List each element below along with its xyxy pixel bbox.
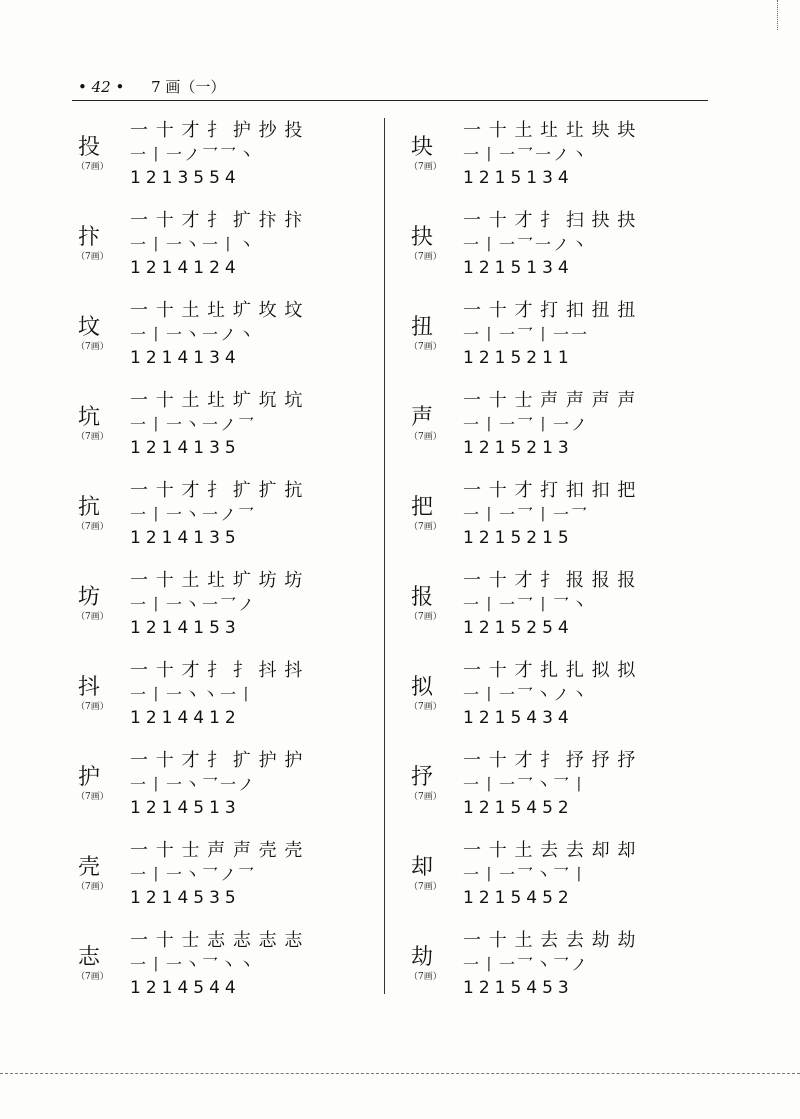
stroke-shapes: 一丨一丶一ノ乛 [130,505,257,524]
stroke-codes: 1215452 [463,798,574,818]
stroke-count-label: （7画） [76,792,109,802]
stroke-shapes: 一丨一丶乛一ノ [130,775,257,794]
stroke-shapes: 一丨一乛丨乛丶 [463,595,590,614]
stroke-codes: 1215213 [463,438,574,458]
stroke-shapes: 一丨一乛丨一乛 [463,505,590,524]
character-entry [72,202,402,292]
stroke-order-sequence: 一 十 才 扎 扎 拟 拟 [463,660,637,681]
stroke-order-sequence: 一 十 才 扌 抒 抒 抒 [463,750,637,771]
stroke-count-label: （7画） [409,342,442,352]
headword: 投 [78,135,101,160]
headword: 壳 [78,855,101,880]
stroke-codes: 1214513 [130,798,241,818]
character-entry [405,832,735,922]
scan-edge-mark [777,0,778,30]
headword: 抃 [78,225,101,250]
character-entry [72,562,402,652]
headword: 抗 [78,495,101,520]
stroke-shapes: 一丨一丶一乛ノ [130,595,257,614]
character-entry [72,922,402,1012]
stroke-order-sequence: 一 十 才 打 扣 扭 扭 [463,300,637,321]
stroke-count-label: （7画） [409,882,442,892]
stroke-shapes: 一丨一丶丶一丨 [130,685,257,704]
character-entry [405,652,735,742]
stroke-shapes: 一丨一丶乛丶丶 [130,955,257,974]
stroke-order-sequence: 一 十 才 扌 扫 抉 抉 [463,210,637,231]
stroke-order-sequence: 一 十 土 圵 圹 坆 坟 [130,300,304,321]
character-entry [72,112,402,202]
stroke-codes: 1215254 [463,618,574,638]
stroke-count-label: （7画） [409,252,442,262]
stroke-order-sequence: 一 十 才 扌 扩 护 护 [130,750,304,771]
headword: 声 [411,405,434,430]
stroke-codes: 1215452 [463,888,574,908]
headword: 把 [411,495,434,520]
character-entry [72,742,402,832]
character-entry [405,922,735,1012]
section-title: 7 画（一） [151,78,226,96]
stroke-shapes: 一丨一乛丶乛丨 [463,865,590,884]
right-column [405,112,735,1012]
character-entry [72,652,402,742]
stroke-shapes: 一丨一乛丶乛ノ [463,955,590,974]
page-number: • 42 • [78,78,125,96]
stroke-codes: 1213554 [130,168,241,188]
stroke-order-sequence: 一 十 才 扌 扩 抃 抃 [130,210,304,231]
headword: 报 [411,585,434,610]
stroke-order-sequence: 一 十 士 声 声 壳 壳 [130,840,304,861]
stroke-count-label: （7画） [409,972,442,982]
character-entry [405,202,735,292]
stroke-shapes: 一丨一丶一ノ乛 [130,415,257,434]
stroke-count-label: （7画） [76,252,109,262]
stroke-codes: 1214135 [130,438,241,458]
stroke-count-label: （7画） [76,972,109,982]
stroke-count-label: （7画） [76,702,109,712]
stroke-codes: 1215211 [463,348,574,368]
headword: 拟 [411,675,434,700]
stroke-codes: 1214134 [130,348,241,368]
character-entry [72,382,402,472]
character-entry [405,472,735,562]
headword: 坑 [78,405,101,430]
stroke-count-label: （7画） [409,522,442,532]
headword: 抒 [411,765,434,790]
stroke-count-label: （7画） [409,432,442,442]
stroke-order-sequence: 一 十 土 圵 圹 坈 坑 [130,390,304,411]
headword: 坟 [78,315,101,340]
stroke-shapes: 一丨一ノ乛乛丶 [130,145,257,164]
stroke-count-label: （7画） [409,792,442,802]
scan-bottom-rule [0,1073,800,1074]
headword: 抖 [78,675,101,700]
stroke-codes: 1214412 [130,708,241,728]
character-entry [405,382,735,472]
stroke-order-sequence: 一 十 土 去 去 却 却 [463,840,637,861]
stroke-shapes: 一丨一乛一ノ丶 [463,145,590,164]
headword: 志 [78,945,101,970]
character-entry [72,292,402,382]
stroke-codes: 1214153 [130,618,241,638]
stroke-count-label: （7画） [76,612,109,622]
stroke-count-label: （7画） [76,342,109,352]
stroke-codes: 1214535 [130,888,241,908]
stroke-order-sequence: 一 十 士 志 志 志 志 [130,930,304,951]
stroke-order-sequence: 一 十 土 去 去 劫 劫 [463,930,637,951]
stroke-codes: 1215215 [463,528,574,548]
page-header [78,76,706,98]
stroke-codes: 1214135 [130,528,241,548]
stroke-shapes: 一丨一乛丨一ノ [463,415,590,434]
stroke-order-sequence: 一 十 士 声 声 声 声 [463,390,637,411]
headword: 坊 [78,585,101,610]
stroke-count-label: （7画） [409,612,442,622]
stroke-shapes: 一丨一丶乛ノ乛 [130,865,257,884]
headword: 护 [78,765,101,790]
stroke-count-label: （7画） [409,162,442,172]
headword: 劫 [411,945,434,970]
character-entry [405,742,735,832]
stroke-shapes: 一丨一丶一丨丶 [130,235,257,254]
character-entry [405,112,735,202]
stroke-count-label: （7画） [76,522,109,532]
stroke-codes: 1215134 [463,168,574,188]
stroke-codes: 1215453 [463,978,574,998]
stroke-shapes: 一丨一乛一ノ丶 [463,235,590,254]
stroke-shapes: 一丨一乛丶ノ丶 [463,685,590,704]
header-rule [72,100,708,101]
left-column [72,112,402,1012]
headword: 却 [411,855,434,880]
character-entry [72,832,402,922]
stroke-order-sequence: 一 十 土 圵 圵 块 块 [463,120,637,141]
stroke-shapes: 一丨一乛丶乛丨 [463,775,590,794]
stroke-order-sequence: 一 十 才 打 扣 扣 把 [463,480,637,501]
character-entry [405,292,735,382]
headword: 块 [411,135,434,160]
headword: 抉 [411,225,434,250]
character-entry [72,472,402,562]
character-entry [405,562,735,652]
stroke-count-label: （7画） [76,432,109,442]
stroke-order-sequence: 一 十 才 扌 护 抄 投 [130,120,304,141]
stroke-order-sequence: 一 十 才 扌 报 报 报 [463,570,637,591]
stroke-codes: 1215134 [463,258,574,278]
stroke-shapes: 一丨一丶一ノ丶 [130,325,257,344]
stroke-codes: 1214124 [130,258,241,278]
headword: 扭 [411,315,434,340]
stroke-shapes: 一丨一乛丨一一 [463,325,590,344]
stroke-codes: 1214544 [130,978,241,998]
stroke-order-sequence: 一 十 才 扌 扩 扩 抗 [130,480,304,501]
stroke-count-label: （7画） [76,882,109,892]
stroke-count-label: （7画） [409,702,442,712]
stroke-order-sequence: 一 十 才 扌 扌 抖 抖 [130,660,304,681]
stroke-codes: 1215434 [463,708,574,728]
stroke-count-label: （7画） [76,162,109,172]
stroke-order-sequence: 一 十 土 圵 圹 坊 坊 [130,570,304,591]
